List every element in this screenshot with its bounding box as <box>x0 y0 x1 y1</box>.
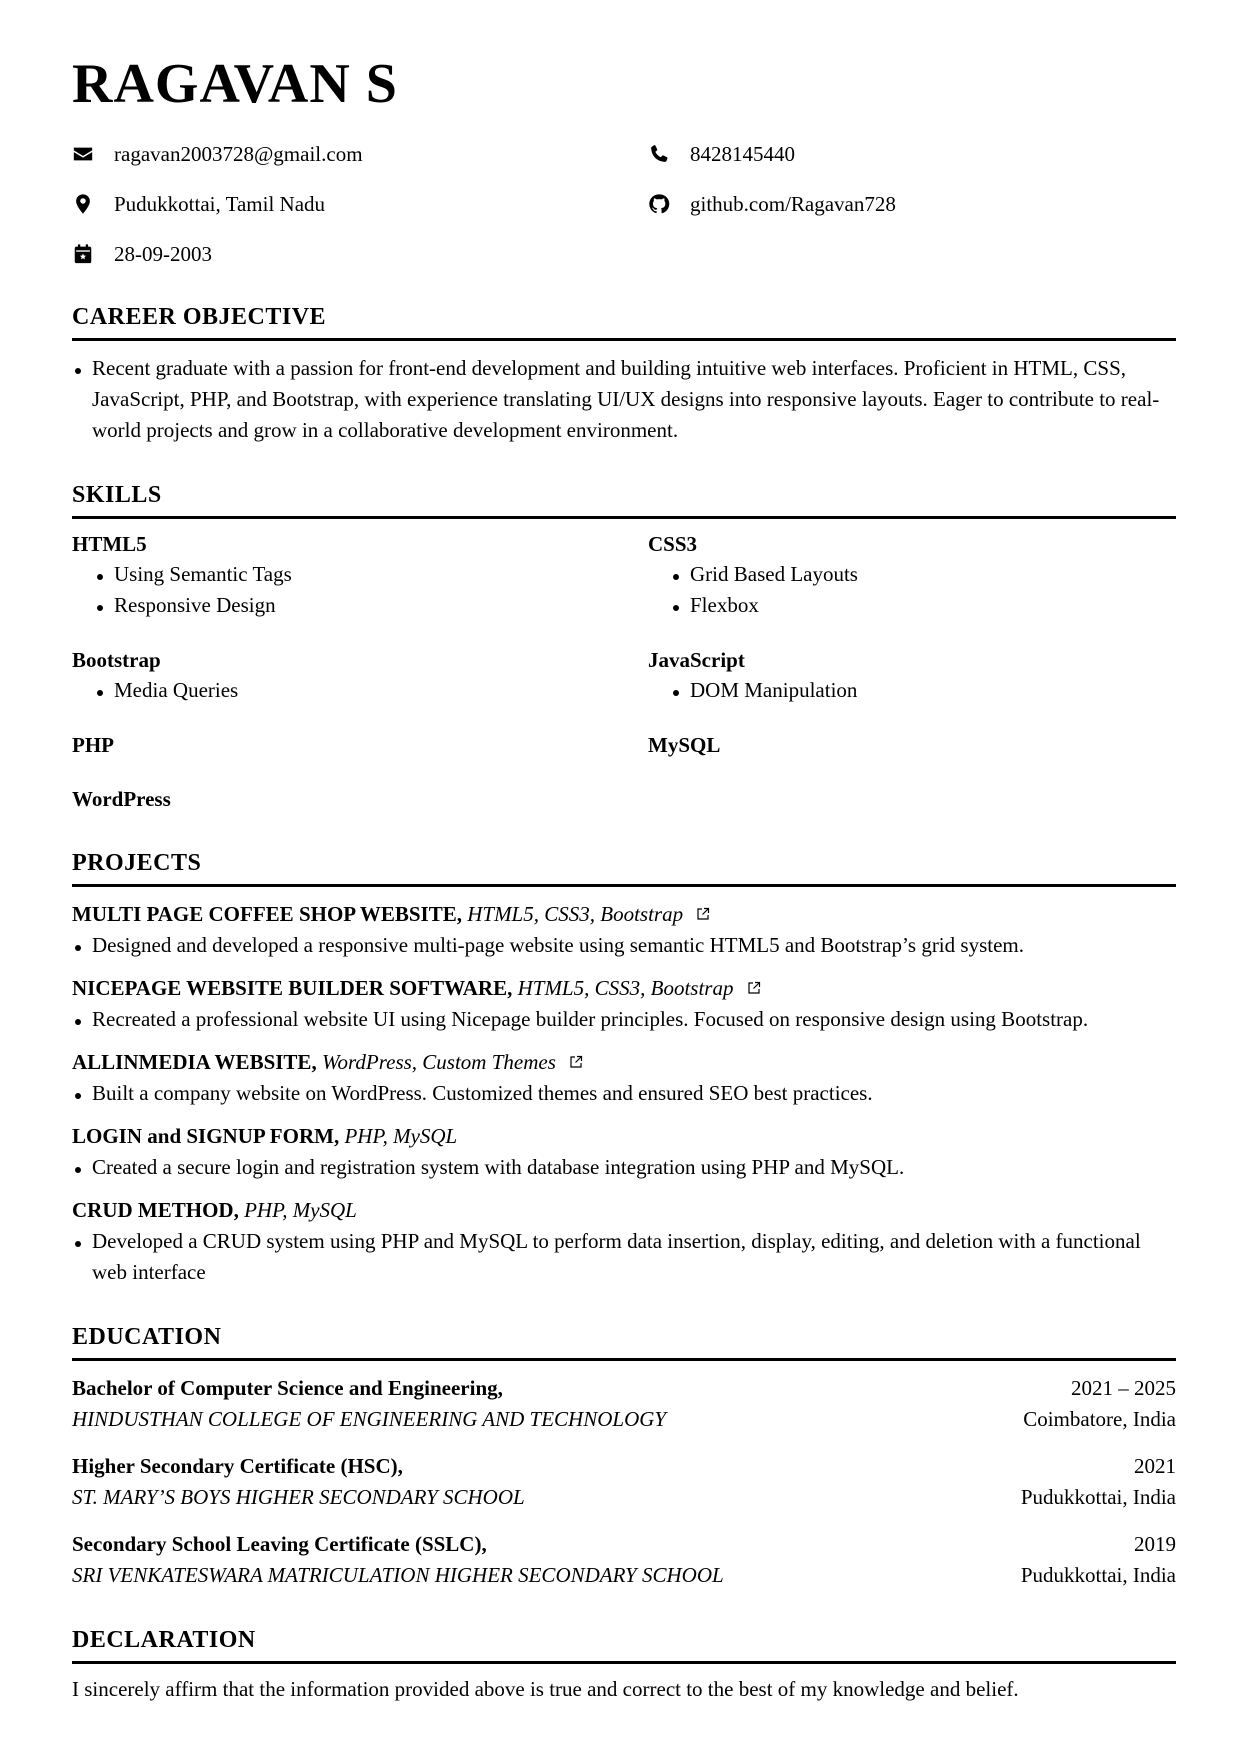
section-title: SKILLS <box>72 480 1176 519</box>
edu-years: 2019 <box>1134 1532 1176 1556</box>
project-tech: HTML5, CSS3, Bootstrap <box>517 976 734 1000</box>
contact-email[interactable] <box>72 140 648 168</box>
skill-group <box>648 645 1176 706</box>
skill-group <box>648 730 1176 760</box>
project-description: Created a secure login and registration system with database integration using PHP and MySQL. <box>72 1152 1176 1183</box>
declaration-section <box>72 1625 1176 1705</box>
external-link-icon[interactable] <box>569 1055 583 1069</box>
project-description: Designed and developed a responsive multi-page website using semantic HTML5 and Bootstrap’s grid system. <box>72 930 1176 961</box>
skill-group <box>72 529 648 621</box>
location-pin-icon <box>72 193 94 215</box>
skill-item: Flexbox <box>670 590 1176 621</box>
education-item <box>72 1529 1176 1591</box>
skill-name: Bootstrap <box>72 648 161 672</box>
email-text: ragavan2003728@gmail.com <box>114 142 363 166</box>
project-title: NICEPAGE WEBSITE BUILDER SOFTWARE, <box>72 976 513 1000</box>
skill-name: HTML5 <box>72 532 147 556</box>
phone-icon <box>648 143 670 165</box>
skills-grid <box>72 529 1176 814</box>
edu-school: HINDUSTHAN COLLEGE OF ENGINEERING AND TECHNOLOGY <box>72 1407 667 1431</box>
skill-name: PHP <box>72 733 114 757</box>
edu-place: Pudukkottai, India <box>1020 1563 1176 1587</box>
edu-years: 2021 – 2025 <box>1071 1376 1176 1400</box>
skill-name: JavaScript <box>648 648 745 672</box>
github-text: github.com/Ragavan728 <box>690 192 896 216</box>
education-item <box>72 1373 1176 1435</box>
calendar-icon <box>72 243 94 265</box>
project-tech: HTML5, CSS3, Bootstrap <box>467 902 684 926</box>
resume-content <box>72 52 1176 1705</box>
location-text: Pudukkottai, Tamil Nadu <box>114 192 326 216</box>
edu-degree: Bachelor of Computer Science and Engineering, <box>72 1376 503 1400</box>
education-section <box>72 1322 1176 1591</box>
skill-group <box>72 645 648 706</box>
edu-years: 2021 <box>1134 1454 1176 1478</box>
project-item <box>72 1121 1176 1183</box>
project-description: Recreated a professional website UI using Nicepage builder principles. Focused on responsive design using Bootstrap. <box>72 1004 1176 1035</box>
project-item <box>72 899 1176 961</box>
external-link-icon[interactable] <box>696 907 710 921</box>
projects-section <box>72 848 1176 1288</box>
project-title: CRUD METHOD, <box>72 1198 239 1222</box>
project-title: ALLINMEDIA WEBSITE, <box>72 1050 317 1074</box>
project-title: MULTI PAGE COFFEE SHOP WEBSITE, <box>72 902 462 926</box>
contact-dob <box>72 240 648 268</box>
project-description: Developed a CRUD system using PHP and MySQL to perform data insertion, display, editing, and deletion with a functional web interface <box>72 1226 1176 1288</box>
project-item <box>72 1195 1176 1288</box>
section-title: EDUCATION <box>72 1322 1176 1361</box>
contact-info <box>72 140 1176 268</box>
education-item <box>72 1451 1176 1513</box>
skill-item: Media Queries <box>94 675 648 706</box>
skills-section <box>72 480 1176 814</box>
project-tech: PHP, MySQL <box>244 1198 357 1222</box>
external-link-icon[interactable] <box>747 981 761 995</box>
edu-school: ST. MARY’S BOYS HIGHER SECONDARY SCHOOL <box>72 1485 525 1509</box>
edu-place: Coimbatore, India <box>1023 1407 1176 1431</box>
project-title: LOGIN and SIGNUP FORM, <box>72 1124 340 1148</box>
project-description: Built a company website on WordPress. Customized themes and ensured SEO best practices. <box>72 1078 1176 1109</box>
github-icon <box>648 193 670 215</box>
skill-name: MySQL <box>648 733 721 757</box>
contact-phone[interactable] <box>648 140 1176 168</box>
edu-degree: Higher Secondary Certificate (HSC), <box>72 1454 403 1478</box>
skill-group <box>72 784 648 814</box>
skill-name: CSS3 <box>648 532 698 556</box>
contact-github[interactable] <box>648 190 1176 218</box>
skill-item: DOM Manipulation <box>670 675 1176 706</box>
declaration-text: I sincerely affirm that the information provided above is true and correct to the best of my knowledge and belief. <box>72 1677 1019 1701</box>
project-item <box>72 1047 1176 1109</box>
envelope-icon <box>72 143 94 165</box>
section-title: DECLARATION <box>72 1625 1176 1664</box>
skill-item: Using Semantic Tags <box>94 559 648 590</box>
skill-item: Grid Based Layouts <box>670 559 1176 590</box>
project-tech: WordPress, Custom Themes <box>321 1050 556 1074</box>
skill-name: WordPress <box>72 787 171 811</box>
skill-item: Responsive Design <box>94 590 648 621</box>
section-title: CAREER OBJECTIVE <box>72 302 1176 341</box>
edu-place: Pudukkottai, India <box>1020 1485 1176 1509</box>
skill-group <box>72 730 648 760</box>
section-title: PROJECTS <box>72 848 1176 887</box>
contact-location <box>72 190 648 218</box>
skill-group <box>648 529 1176 621</box>
project-tech: PHP, MySQL <box>344 1124 458 1148</box>
project-item <box>72 973 1176 1035</box>
candidate-name: RAGAVAN S <box>72 53 398 115</box>
phone-text: 8428145440 <box>690 142 795 166</box>
edu-school: SRI VENKATESWARA MATRICULATION HIGHER SECONDARY SCHOOL <box>72 1563 724 1587</box>
dob-text: 28-09-2003 <box>114 242 212 266</box>
objective-text: Recent graduate with a passion for front-end development and building intuitive web interfaces. Proficient in HTML, CSS, JavaScript, PHP, and Bootstrap, with experience translating UI/UX designs into responsive layouts. Eager to contribute to real-world projects and grow in a collaborative development environment. <box>72 353 1176 446</box>
edu-degree: Secondary School Leaving Certificate (SSLC), <box>72 1532 487 1556</box>
career-objective-section <box>72 302 1176 446</box>
